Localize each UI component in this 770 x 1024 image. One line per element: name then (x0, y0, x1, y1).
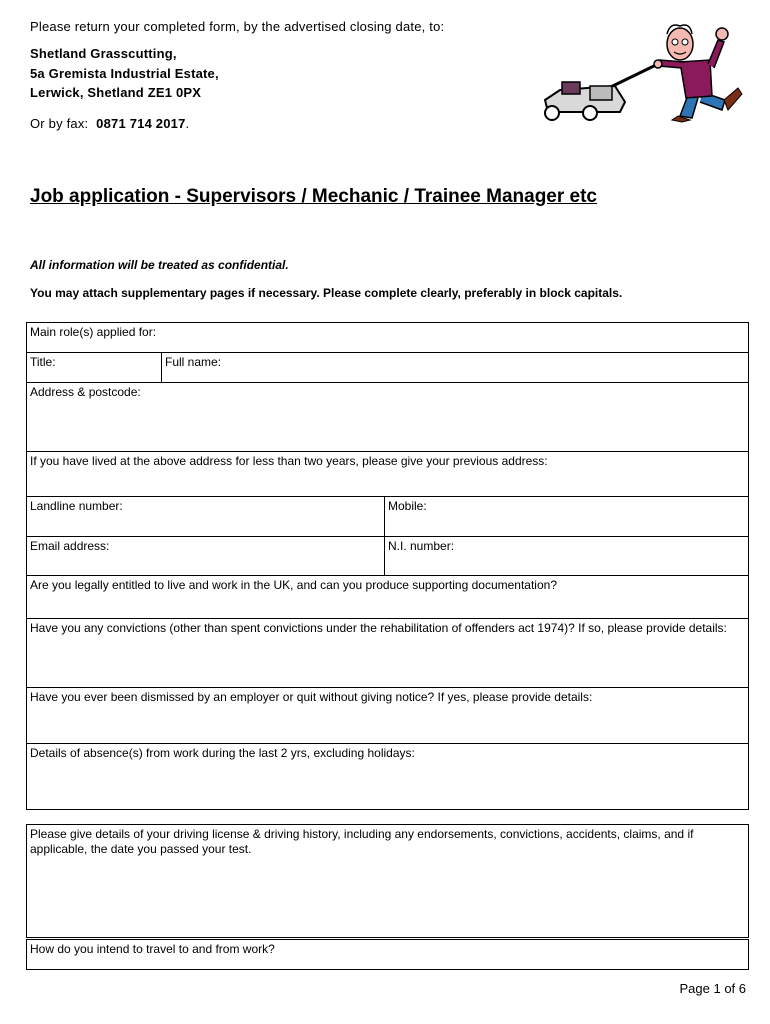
travel-field[interactable] (26, 939, 749, 970)
absence-label: Details of absence(s) from work during the last 2 yrs, excluding holidays: (30, 746, 415, 760)
entitled-field[interactable] (26, 575, 749, 619)
main-role-field[interactable] (26, 322, 749, 353)
address-field[interactable] (26, 382, 749, 452)
mobile-field[interactable] (384, 496, 749, 537)
dismissed-label: Have you ever been dismissed by an employer or quit without giving notice? If yes, please provide details: (30, 690, 593, 704)
mobile-label: Mobile: (388, 499, 427, 513)
fax-line (30, 116, 189, 131)
return-instructions: Please return your completed form, by the advertised closing date, to: (30, 19, 445, 34)
title-field[interactable] (26, 352, 162, 383)
title-label: Title: (30, 355, 56, 369)
convictions-label: Have you any convictions (other than spent convictions under the rehabilitation of offenders act 1974)? If so, please provide details: (30, 621, 727, 635)
full-name-label: Full name: (165, 355, 222, 369)
full-name-field[interactable] (161, 352, 749, 383)
email-label: Email address: (30, 539, 110, 553)
previous-address-field[interactable] (26, 451, 749, 497)
page-title: Job application - Supervisors / Mechanic / Trainee Manager etc (30, 186, 598, 207)
ni-number-label: N.I. number: (388, 539, 455, 553)
address-line-1: Shetland Grasscutting, (30, 46, 177, 61)
fax-number: 0871 714 2017 (96, 116, 186, 131)
address-label: Address & postcode: (30, 385, 141, 399)
page-number: Page 1 of 6 (679, 981, 746, 996)
lawnmower-man-icon (540, 20, 745, 125)
convictions-field[interactable] (26, 618, 749, 688)
fax-period: . (185, 116, 190, 131)
supplementary-note: You may attach supplementary pages if necessary. Please complete clearly, preferably in block capitals. (30, 286, 623, 300)
dismissed-field[interactable] (26, 687, 749, 744)
confidential-note: All information will be treated as confidential. (30, 258, 289, 272)
driving-label: Please give details of your driving license & driving history, including any endorsements, convictions, accidents, claims, and if applicable, the date you passed your test. (30, 827, 694, 856)
absence-field[interactable] (26, 743, 749, 810)
address-line-2: 5a Gremista Industrial Estate, (30, 66, 219, 81)
ni-number-field[interactable] (384, 536, 749, 576)
address-line-3: Lerwick, Shetland ZE1 0PX (30, 85, 202, 100)
previous-address-label: If you have lived at the above address for less than two years, please give your previous address: (30, 454, 548, 468)
fax-label: Or by fax: (30, 116, 89, 131)
entitled-label: Are you legally entitled to live and work in the UK, and can you produce supporting documentation? (30, 578, 557, 592)
main-role-label: Main role(s) applied for: (30, 325, 157, 339)
travel-label: How do you intend to travel to and from work? (30, 942, 275, 956)
email-field[interactable] (26, 536, 385, 576)
driving-field[interactable] (26, 824, 749, 938)
landline-label: Landline number: (30, 499, 123, 513)
landline-field[interactable] (26, 496, 385, 537)
